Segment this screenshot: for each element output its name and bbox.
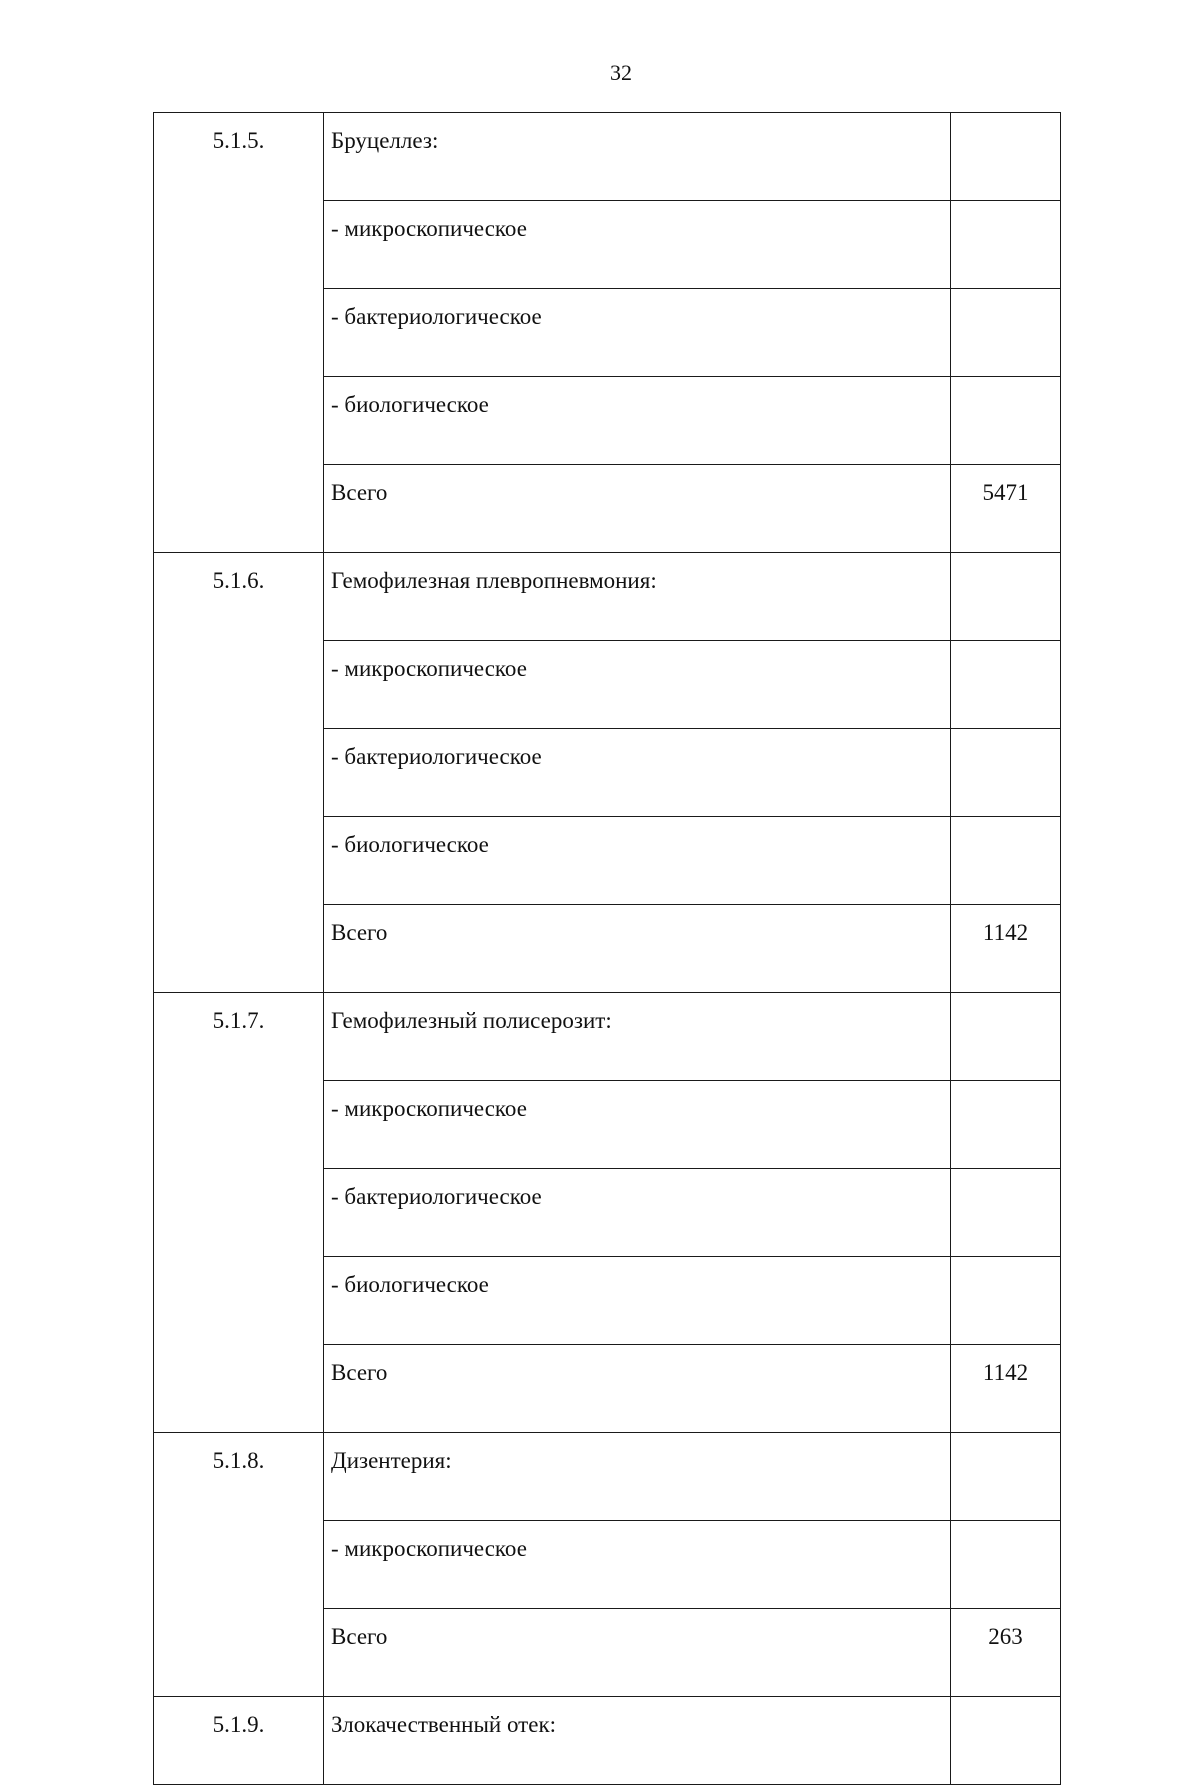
row-value	[951, 377, 1061, 465]
section-code: 5.1.9.	[154, 1697, 324, 1785]
row-label: - микроскопическое	[324, 201, 951, 289]
row-label: - микроскопическое	[324, 1081, 951, 1169]
row-value: 5471	[951, 465, 1061, 553]
row-value	[951, 817, 1061, 905]
row-value	[951, 641, 1061, 729]
table-row	[154, 993, 1061, 1081]
row-value	[951, 553, 1061, 641]
table-row	[154, 1697, 1061, 1785]
row-label: Гемофилезный полисерозит:	[324, 993, 951, 1081]
row-label: Бруцеллез:	[324, 113, 951, 201]
row-value	[951, 201, 1061, 289]
page-number: 32	[610, 60, 632, 85]
row-value	[951, 289, 1061, 377]
row-value: 263	[951, 1609, 1061, 1697]
data-table	[153, 112, 1061, 1785]
row-label: Злокачественный отек:	[324, 1697, 951, 1785]
row-value: 1142	[951, 1345, 1061, 1433]
table-row	[154, 1433, 1061, 1521]
row-label: - бактериологическое	[324, 1169, 951, 1257]
table-row	[154, 553, 1061, 641]
row-label: Всего	[324, 1609, 951, 1697]
row-value	[951, 993, 1061, 1081]
row-label: - бактериологическое	[324, 289, 951, 377]
row-value	[951, 1433, 1061, 1521]
row-label: Всего	[324, 1345, 951, 1433]
row-value: 1142	[951, 905, 1061, 993]
row-label: Гемофилезная плевропневмония:	[324, 553, 951, 641]
row-label: Всего	[324, 905, 951, 993]
row-value	[951, 1521, 1061, 1609]
row-label: - биологическое	[324, 817, 951, 905]
row-value	[951, 1169, 1061, 1257]
row-label: Дизентерия:	[324, 1433, 951, 1521]
row-value	[951, 1257, 1061, 1345]
section-code: 5.1.8.	[154, 1433, 324, 1697]
section-code: 5.1.5.	[154, 113, 324, 553]
row-label: - микроскопическое	[324, 1521, 951, 1609]
row-label: - бактериологическое	[324, 729, 951, 817]
row-value	[951, 1697, 1061, 1785]
row-value	[951, 1081, 1061, 1169]
section-code: 5.1.6.	[154, 553, 324, 993]
row-label: Всего	[324, 465, 951, 553]
table-row	[154, 113, 1061, 201]
row-label: - биологическое	[324, 1257, 951, 1345]
row-label: - биологическое	[324, 377, 951, 465]
row-value	[951, 113, 1061, 201]
section-code: 5.1.7.	[154, 993, 324, 1433]
row-label: - микроскопическое	[324, 641, 951, 729]
row-value	[951, 729, 1061, 817]
